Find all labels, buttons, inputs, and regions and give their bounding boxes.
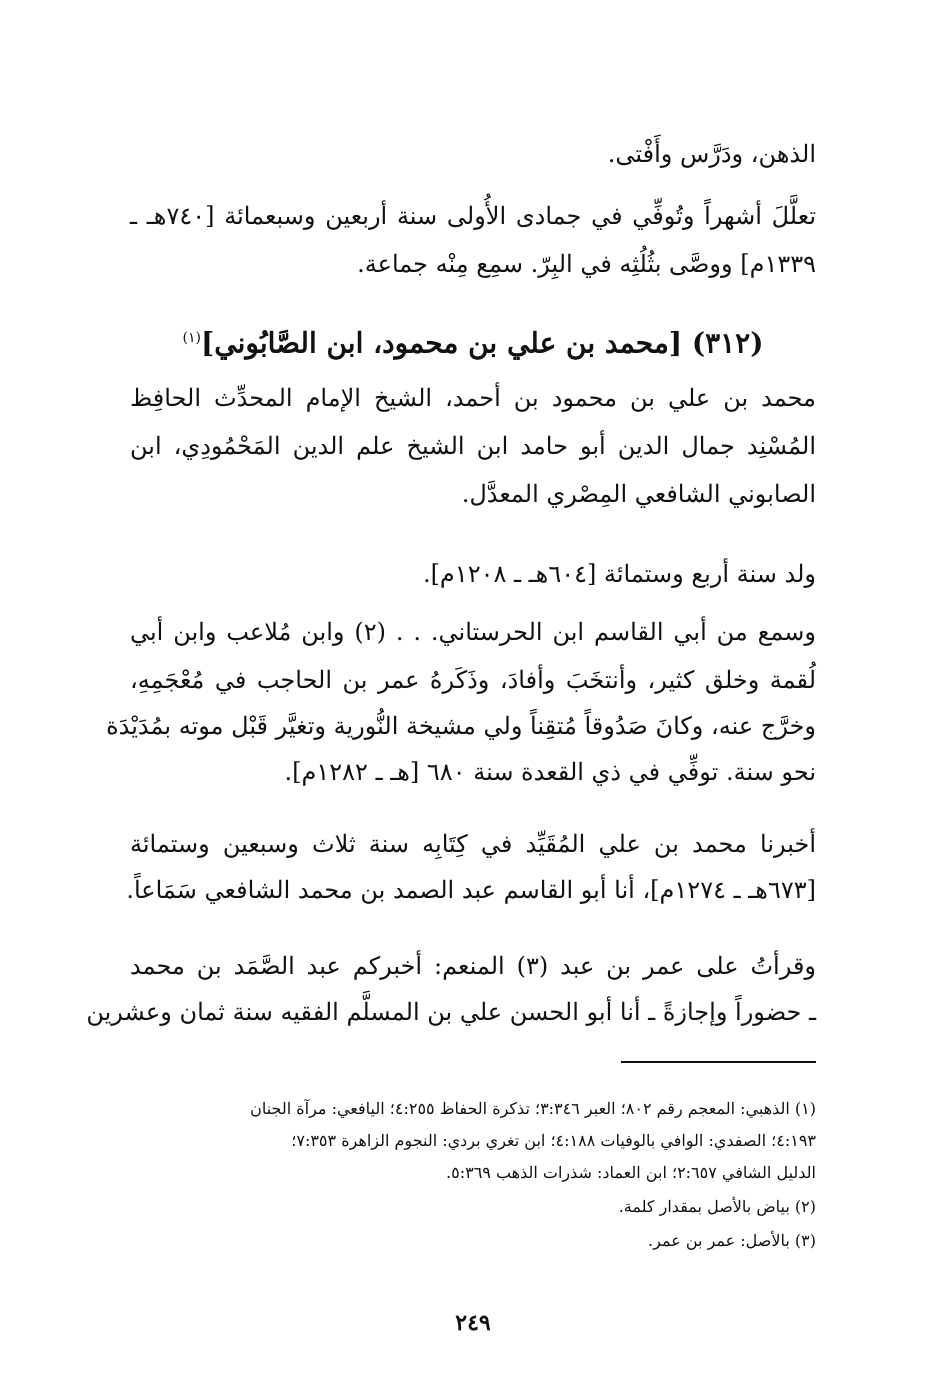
- text-line: ـ حضوراً وإجازةً ـ أنا أبو الحسن علي بن المسلَّم الفقيه سنة ثمان وعشرين: [86, 998, 816, 1026]
- footnote-line: الدليل الشافي ٢:٦٥٧؛ ابن العماد: شذرات الذهب ٥:٣٦٩.: [446, 1163, 816, 1182]
- footnote-line: (٣) بالأصل: عمر بن عمر.: [648, 1231, 816, 1250]
- text-line: محمد بن علي بن محمود بن أحمد، الشيخ الإمام المحدِّث الحافِظ: [130, 384, 816, 412]
- entry-heading-text: (٣١٢) [محمد بن علي بن محمود، ابن الصَّابُوني]: [200, 326, 764, 360]
- text-line: الصابوني الشافعي المِصْري المعدَّل.: [461, 480, 816, 508]
- footnote-line: (٢) بياض بالأصل بمقدار كلمة.: [618, 1197, 816, 1216]
- footnote-line: (١) الذهبي: المعجم رقم ٨٠٢؛ العبر ٣:٣٤٦؛ تذكرة الحفاظ ٤:٢٥٥؛ اليافعي: مرآة الجنان: [250, 1099, 816, 1118]
- text-line: المُسْنِد جمال الدين أبو حامد ابن الشيخ علم الدين المَحْمُودِي، ابن: [130, 432, 816, 460]
- text-line: [٦٧٣هـ ـ ١٢٧٤م]، أنا أبو القاسم عبد الصمد بن محمد الشافعي سَمَاعاً.: [126, 876, 816, 904]
- text-line: ١٣٣٩م] ووصَّى بثُلُثِه في البِرّ. سمِع مِنْه جماعة.: [357, 250, 816, 278]
- text-line: وسمع من أبي القاسم ابن الحرستاني. . . (٢) وابن مُلاعب وابن أبي: [130, 618, 816, 646]
- text-line: الذهن، ودَرَّس وأَفْتى.: [607, 140, 816, 168]
- text-line: ولد سنة أربع وستمائة [٦٠٤هـ ـ ١٢٠٨م].: [422, 560, 816, 588]
- text-line: وخرَّج عنه، وكانَ صَدُوقاً مُتقِناً ولي مشيخة النُّورية وتغيَّر قَبْل موته بمُدَيْدَة: [106, 712, 816, 740]
- footnote-line: ٤:١٩٣؛ الصفدي: الوافي بالوفيات ٤:١٨٨؛ ابن تغري بردي: النجوم الزاهرة ٧:٣٥٣؛: [291, 1131, 816, 1150]
- page-number: ٢٤٩: [455, 1310, 491, 1336]
- entry-heading: [130, 318, 816, 363]
- text-line: نحو سنة. توفِّي في ذي القعدة سنة ٦٨٠ [هـ ـ ١٢٨٢م].: [284, 758, 816, 786]
- text-line: تعلَّلَ أشهراً وتُوفِّي في جمادى الأُولى سنة أربعين وسبعمائة [٧٤٠هـ ـ: [130, 202, 816, 230]
- text-line: وقرأتُ على عمر بن عبد (٣) المنعم: أخبركم عبد الصَّمَد بن محمد: [130, 952, 817, 980]
- footnote-marker: (١): [182, 330, 201, 346]
- text-line: لُقمة وخلق كثير، وأنتخَبَ وأفادَ، وذَكَرهُ عمر بن الحاجب في مُعْجَمِهِ،: [130, 666, 816, 694]
- footnote-divider: [621, 1061, 816, 1063]
- text-line: أخبرنا محمد بن علي المُقَيِّد في كِتَابِه سنة ثلاث وسبعين وستمائة: [130, 830, 816, 858]
